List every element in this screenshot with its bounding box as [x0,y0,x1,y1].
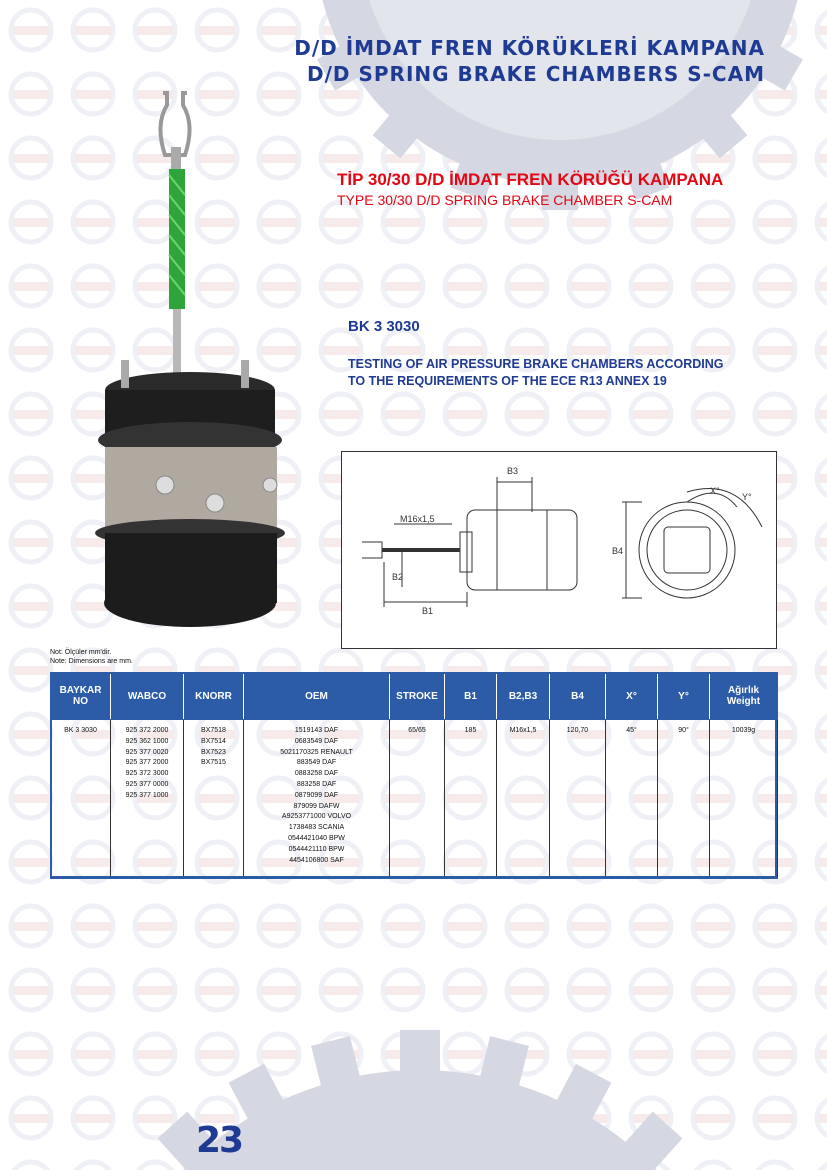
cell-line: 0879099 DAF [294,791,339,799]
cell-x: 45° [606,720,658,879]
cell-line: 5021170325 RENAULT [280,748,353,756]
cell-no: BK 3 3030 [51,720,111,879]
col-weight: Ağırlık Weight [710,673,778,720]
cell-line: 879099 DAFW [293,802,340,810]
cell-line: 883258 DAF [296,780,337,788]
cell-line: 925 372 2000 [125,727,169,734]
cell-line: BX7518 [201,727,226,734]
cell-line: 1738483 SCANIA [288,824,345,832]
cell-line: BX7515 [201,759,226,767]
col-b23: B2,B3 [497,673,550,720]
cell-line: 925 372 3000 [125,770,169,778]
product-code: BK 3 3030 [348,318,420,335]
cell-b23: M16x1,5 [497,720,550,879]
col-y: Y° [658,673,710,720]
table-header-row [51,673,778,720]
cell-b4: 120,70 [550,720,606,879]
col-knorr: KNORR [184,673,244,720]
label-x: X° [710,486,720,496]
label-m16: M16x1,5 [400,514,435,524]
label-b1: B1 [422,606,434,616]
notes [50,648,133,666]
page-title-en: D/D SPRING BRAKE CHAMBERS S-CAM [307,62,765,86]
cell-line: 883549 DAF [296,759,337,767]
cell-line: A9253771000 VOLVO [281,813,352,821]
cell-line: 925 377 1000 [125,791,169,799]
page-number: 23 [196,1120,243,1161]
cell-line: 925 377 0000 [125,780,169,788]
cell-weight: 10039g [710,720,778,879]
col-x: X° [606,673,658,720]
col-b1: B1 [445,673,497,720]
description-line-2: TO THE REQUIREMENTS OF THE ECE R13 ANNEX 19 [348,374,667,388]
label-b4: B4 [612,546,624,556]
col-stroke: STROKE [390,673,445,720]
brake-chamber-image [85,85,305,645]
cell-line: 1519143 DAF [294,727,339,734]
note-tr: Not: Ölçüler mm'dir. [50,649,112,656]
label-b3: B3 [507,466,519,476]
cell-line: BX7514 [201,737,226,745]
cell-line: 0883258 DAF [294,770,339,778]
cell-line: 4454106800 SAF [289,856,344,864]
product-description [348,356,788,390]
col-b4: B4 [550,673,606,720]
cell-b1: 185 [445,720,497,879]
product-type-en: TYPE 30/30 D/D SPRING BRAKE CHAMBER S-CAM [337,192,673,208]
page-title-tr: D/D İMDAT FREN KÖRÜKLERİ KAMPANA [294,36,765,60]
cell-wabco [111,720,184,879]
label-y: Y° [742,492,752,502]
product-type-tr: TİP 30/30 D/D İMDAT FREN KÖRÜĞÜ KAMPANA [337,170,724,189]
label-b2: B2 [392,572,404,582]
cell-line: 0544421110 BPW [288,845,345,853]
cell-line: 925 377 0020 [125,748,169,756]
col-oem: OEM [244,673,390,720]
cell-stroke: 65/65 [390,720,445,879]
drawing-svg [342,452,776,648]
cell-oem [244,720,390,879]
note-en: Note: Dimensions are mm. [50,658,133,665]
technical-drawing [341,451,777,649]
cell-line: 925 377 2000 [125,759,169,767]
cell-line: 0544421040 BPW [288,834,345,842]
cell-line: 0683549 DAF [294,737,339,745]
cell-line: 925 362 1000 [125,737,169,745]
cell-knorr [184,720,244,879]
col-wabco: WABCO [111,673,184,720]
col-baykar: BAYKAR NO [51,673,111,720]
description-line-1: TESTING OF AIR PRESSURE BRAKE CHAMBERS ACCORDING [348,357,724,371]
cell-line: BX7523 [201,748,226,756]
table-row [51,720,778,879]
cell-y: 90° [658,720,710,879]
spec-table [50,672,778,879]
